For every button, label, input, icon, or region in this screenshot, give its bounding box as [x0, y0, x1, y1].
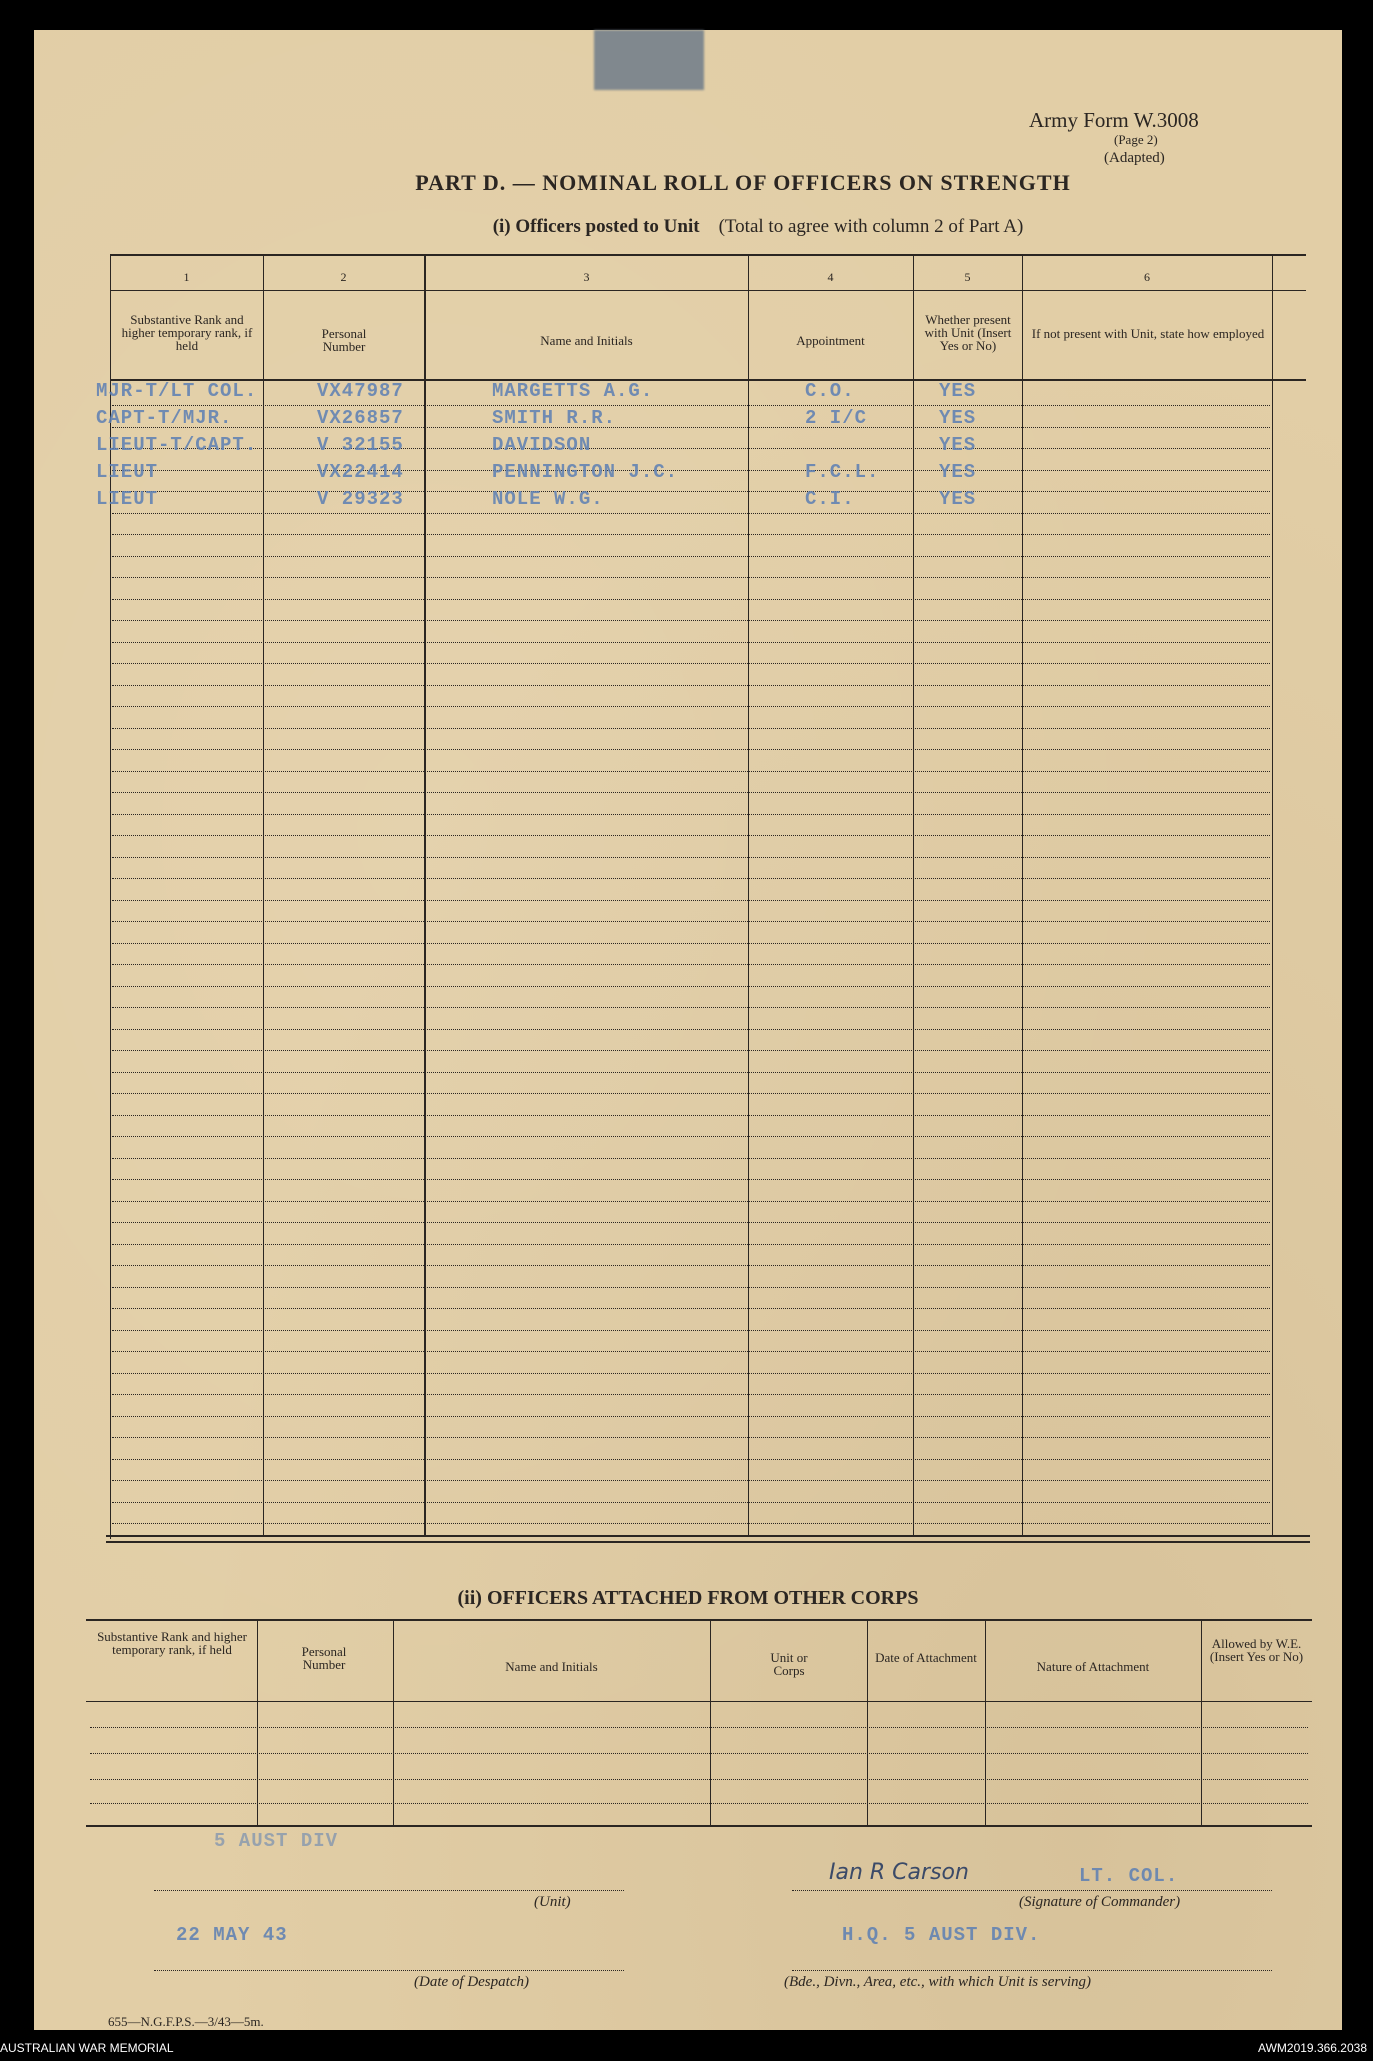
- col-number-5: 5: [964, 270, 971, 284]
- tape-mark: [594, 30, 704, 90]
- header-personal-number: Personal Number: [301, 1644, 347, 1672]
- col-number-3: 3: [583, 270, 590, 284]
- header-nature-attachment: Nature of Attachment: [1036, 1659, 1150, 1674]
- header-unit-corps: Unit or Corps: [770, 1650, 808, 1678]
- cell-appointment: C.O.: [805, 380, 855, 402]
- ruled-line: [112, 900, 1270, 901]
- ruled-line: [112, 1179, 1270, 1180]
- cell-rank: LIEUT: [96, 488, 159, 510]
- cell-present: YES: [939, 434, 977, 456]
- part-ii-title: (ii) OFFICERS ATTACHED FROM OTHER CORPS: [457, 1587, 919, 1609]
- typed-rank: LT. COL.: [1079, 1865, 1179, 1887]
- cell-name: MARGETTS A.G.: [492, 380, 654, 402]
- header-name: Name and Initials: [505, 1659, 598, 1674]
- ruled-line: [112, 1136, 1270, 1137]
- cell-appointment: C.I.: [805, 488, 855, 510]
- ruled-line: [112, 792, 1270, 793]
- typed-formation: H.Q. 5 AUST DIV.: [842, 1924, 1041, 1946]
- cell-appointment: F.C.L.: [805, 461, 880, 483]
- cell-rank: LIEUT-T/CAPT.: [96, 434, 258, 456]
- ruled-line: [112, 943, 1270, 944]
- ruled-line: [112, 513, 1270, 514]
- ruled-line: [112, 1007, 1270, 1008]
- ruled-line: [112, 986, 1270, 987]
- form-adapted: (Adapted): [1104, 150, 1165, 166]
- unit-label: (Unit): [534, 1894, 571, 1910]
- ruled-line: [112, 491, 1270, 492]
- ruled-line: [112, 663, 1270, 664]
- ruled-line: [112, 771, 1270, 772]
- ruled-line: [112, 405, 1270, 406]
- cell-name: SMITH R.R.: [492, 407, 617, 429]
- ruled-line: [112, 1523, 1270, 1524]
- signature-line: [792, 1890, 1272, 1891]
- cell-number: V 32155: [317, 434, 404, 456]
- cell-rank: CAPT-T/MJR.: [96, 407, 233, 429]
- col-number-6: 6: [1144, 270, 1150, 284]
- header-employed: If not present with Unit, state how employed: [1031, 326, 1265, 341]
- ruled-line: [112, 1201, 1270, 1202]
- ruled-line: [112, 1093, 1270, 1094]
- date-label: (Date of Despatch): [414, 1974, 529, 1990]
- ruled-line: [112, 1029, 1270, 1030]
- ruled-line: [112, 427, 1270, 428]
- ruled-line: [112, 1373, 1270, 1374]
- ruled-line: [112, 1050, 1270, 1051]
- ruled-line: [112, 1351, 1270, 1352]
- cell-number: V 29323: [317, 488, 404, 510]
- date-line: [154, 1970, 624, 1971]
- cell-present: YES: [939, 488, 977, 510]
- cell-present: YES: [939, 407, 977, 429]
- ruled-line: [112, 620, 1270, 621]
- ruled-line: [112, 1158, 1270, 1159]
- cell-present: YES: [939, 461, 977, 483]
- header-personal-number: Personal Number: [321, 326, 367, 354]
- part-d-subtitle-rest: (Total to agree with column 2 of Part A): [718, 216, 1024, 237]
- ruled-line: [112, 1115, 1270, 1116]
- ruled-line: [112, 448, 1270, 449]
- ruled-line: [112, 964, 1270, 965]
- formation-line: [792, 1970, 1272, 1971]
- header-rank: Substantive Rank and higher temporary rank, if held: [97, 1629, 247, 1657]
- ruled-line: [112, 685, 1270, 686]
- ruled-line: [90, 1803, 1308, 1804]
- form-number: Army Form W.3008: [1029, 108, 1199, 132]
- header-appointment: Appointment: [796, 333, 865, 348]
- header-date-attachment: Date of Attachment: [875, 1650, 977, 1665]
- header-allowed: Allowed by W.E. (Insert Yes or No): [1209, 1636, 1304, 1664]
- ruled-line: [112, 1072, 1270, 1073]
- typed-date: 22 MAY 43: [176, 1924, 288, 1946]
- ruled-line: [112, 749, 1270, 750]
- unit-line: [154, 1890, 624, 1891]
- part-d-subtitle-bold: (i) Officers posted to Unit: [492, 216, 700, 237]
- ruled-line: [112, 1394, 1270, 1395]
- ruled-line: [112, 534, 1270, 535]
- ruled-line: [112, 470, 1270, 471]
- printer-imprint: 655—N.G.F.P.S.—3/43—5m.: [108, 2014, 264, 2029]
- ruled-line: [112, 1459, 1270, 1460]
- cell-name: NOLE W.G.: [492, 488, 604, 510]
- signature-label: (Signature of Commander): [1019, 1894, 1181, 1910]
- cell-name: PENNINGTON J.C.: [492, 461, 679, 483]
- cell-appointment: 2 I/C: [805, 407, 868, 429]
- ruled-line: [112, 814, 1270, 815]
- ruled-line: [112, 728, 1270, 729]
- ruled-line: [112, 1480, 1270, 1481]
- ruled-line: [112, 1287, 1270, 1288]
- ruled-line: [112, 1222, 1270, 1223]
- col-number-2: 2: [340, 270, 347, 284]
- ruled-line: [112, 857, 1270, 858]
- part-d-subtitle: [34, 216, 1342, 238]
- ruled-line: [112, 921, 1270, 922]
- ruled-line: [90, 1753, 1308, 1754]
- cell-rank: MJR-T/LT COL.: [96, 380, 258, 402]
- footer-accession: AWM2019.366.2038: [1258, 2041, 1367, 2055]
- ruled-line: [112, 556, 1270, 557]
- ruled-line: [112, 599, 1270, 600]
- ruled-line: [112, 1265, 1270, 1266]
- ruled-line: [112, 1330, 1270, 1331]
- cell-rank: LIEUT: [96, 461, 159, 483]
- ruled-line: [112, 878, 1270, 879]
- footer-institution: AUSTRALIAN WAR MEMORIAL: [0, 2041, 174, 2055]
- ruled-line: [90, 1727, 1308, 1728]
- ruled-line: [90, 1779, 1308, 1780]
- ruled-line: [112, 706, 1270, 707]
- cell-number: VX26857: [317, 407, 404, 429]
- header-rank: Substantive Rank and higher temporary rank, if held: [121, 312, 253, 353]
- ruled-line: [112, 642, 1270, 643]
- form-page: (Page 2): [1114, 132, 1158, 147]
- ruled-line: [112, 1416, 1270, 1417]
- col-number-1: 1: [183, 270, 190, 284]
- header-name: Name and Initials: [540, 333, 633, 348]
- cell-number: VX22414: [317, 461, 404, 483]
- col-number-4: 4: [827, 270, 834, 284]
- ruled-line: [112, 577, 1270, 578]
- cell-present: YES: [939, 380, 977, 402]
- header-present: Whether present with Unit (Insert Yes or No): [924, 312, 1012, 353]
- cell-name: DAVIDSON: [492, 434, 592, 456]
- part-d-title: PART D. — NOMINAL ROLL OF OFFICERS ON STRENGTH: [415, 170, 1071, 195]
- ruled-line: [112, 1244, 1270, 1245]
- cell-number: VX47987: [317, 380, 404, 402]
- form-sheet: [34, 30, 1342, 2030]
- typed-unit: 5 AUST DIV: [214, 1830, 339, 1852]
- ruled-line: [112, 1437, 1270, 1438]
- commander-signature: Ian R Carson: [829, 1860, 969, 1885]
- ruled-line: [112, 1308, 1270, 1309]
- ruled-line: [112, 835, 1270, 836]
- formation-label: (Bde., Divn., Area, etc., with which Unit is serving): [784, 1974, 1092, 1990]
- ruled-line: [112, 1502, 1270, 1503]
